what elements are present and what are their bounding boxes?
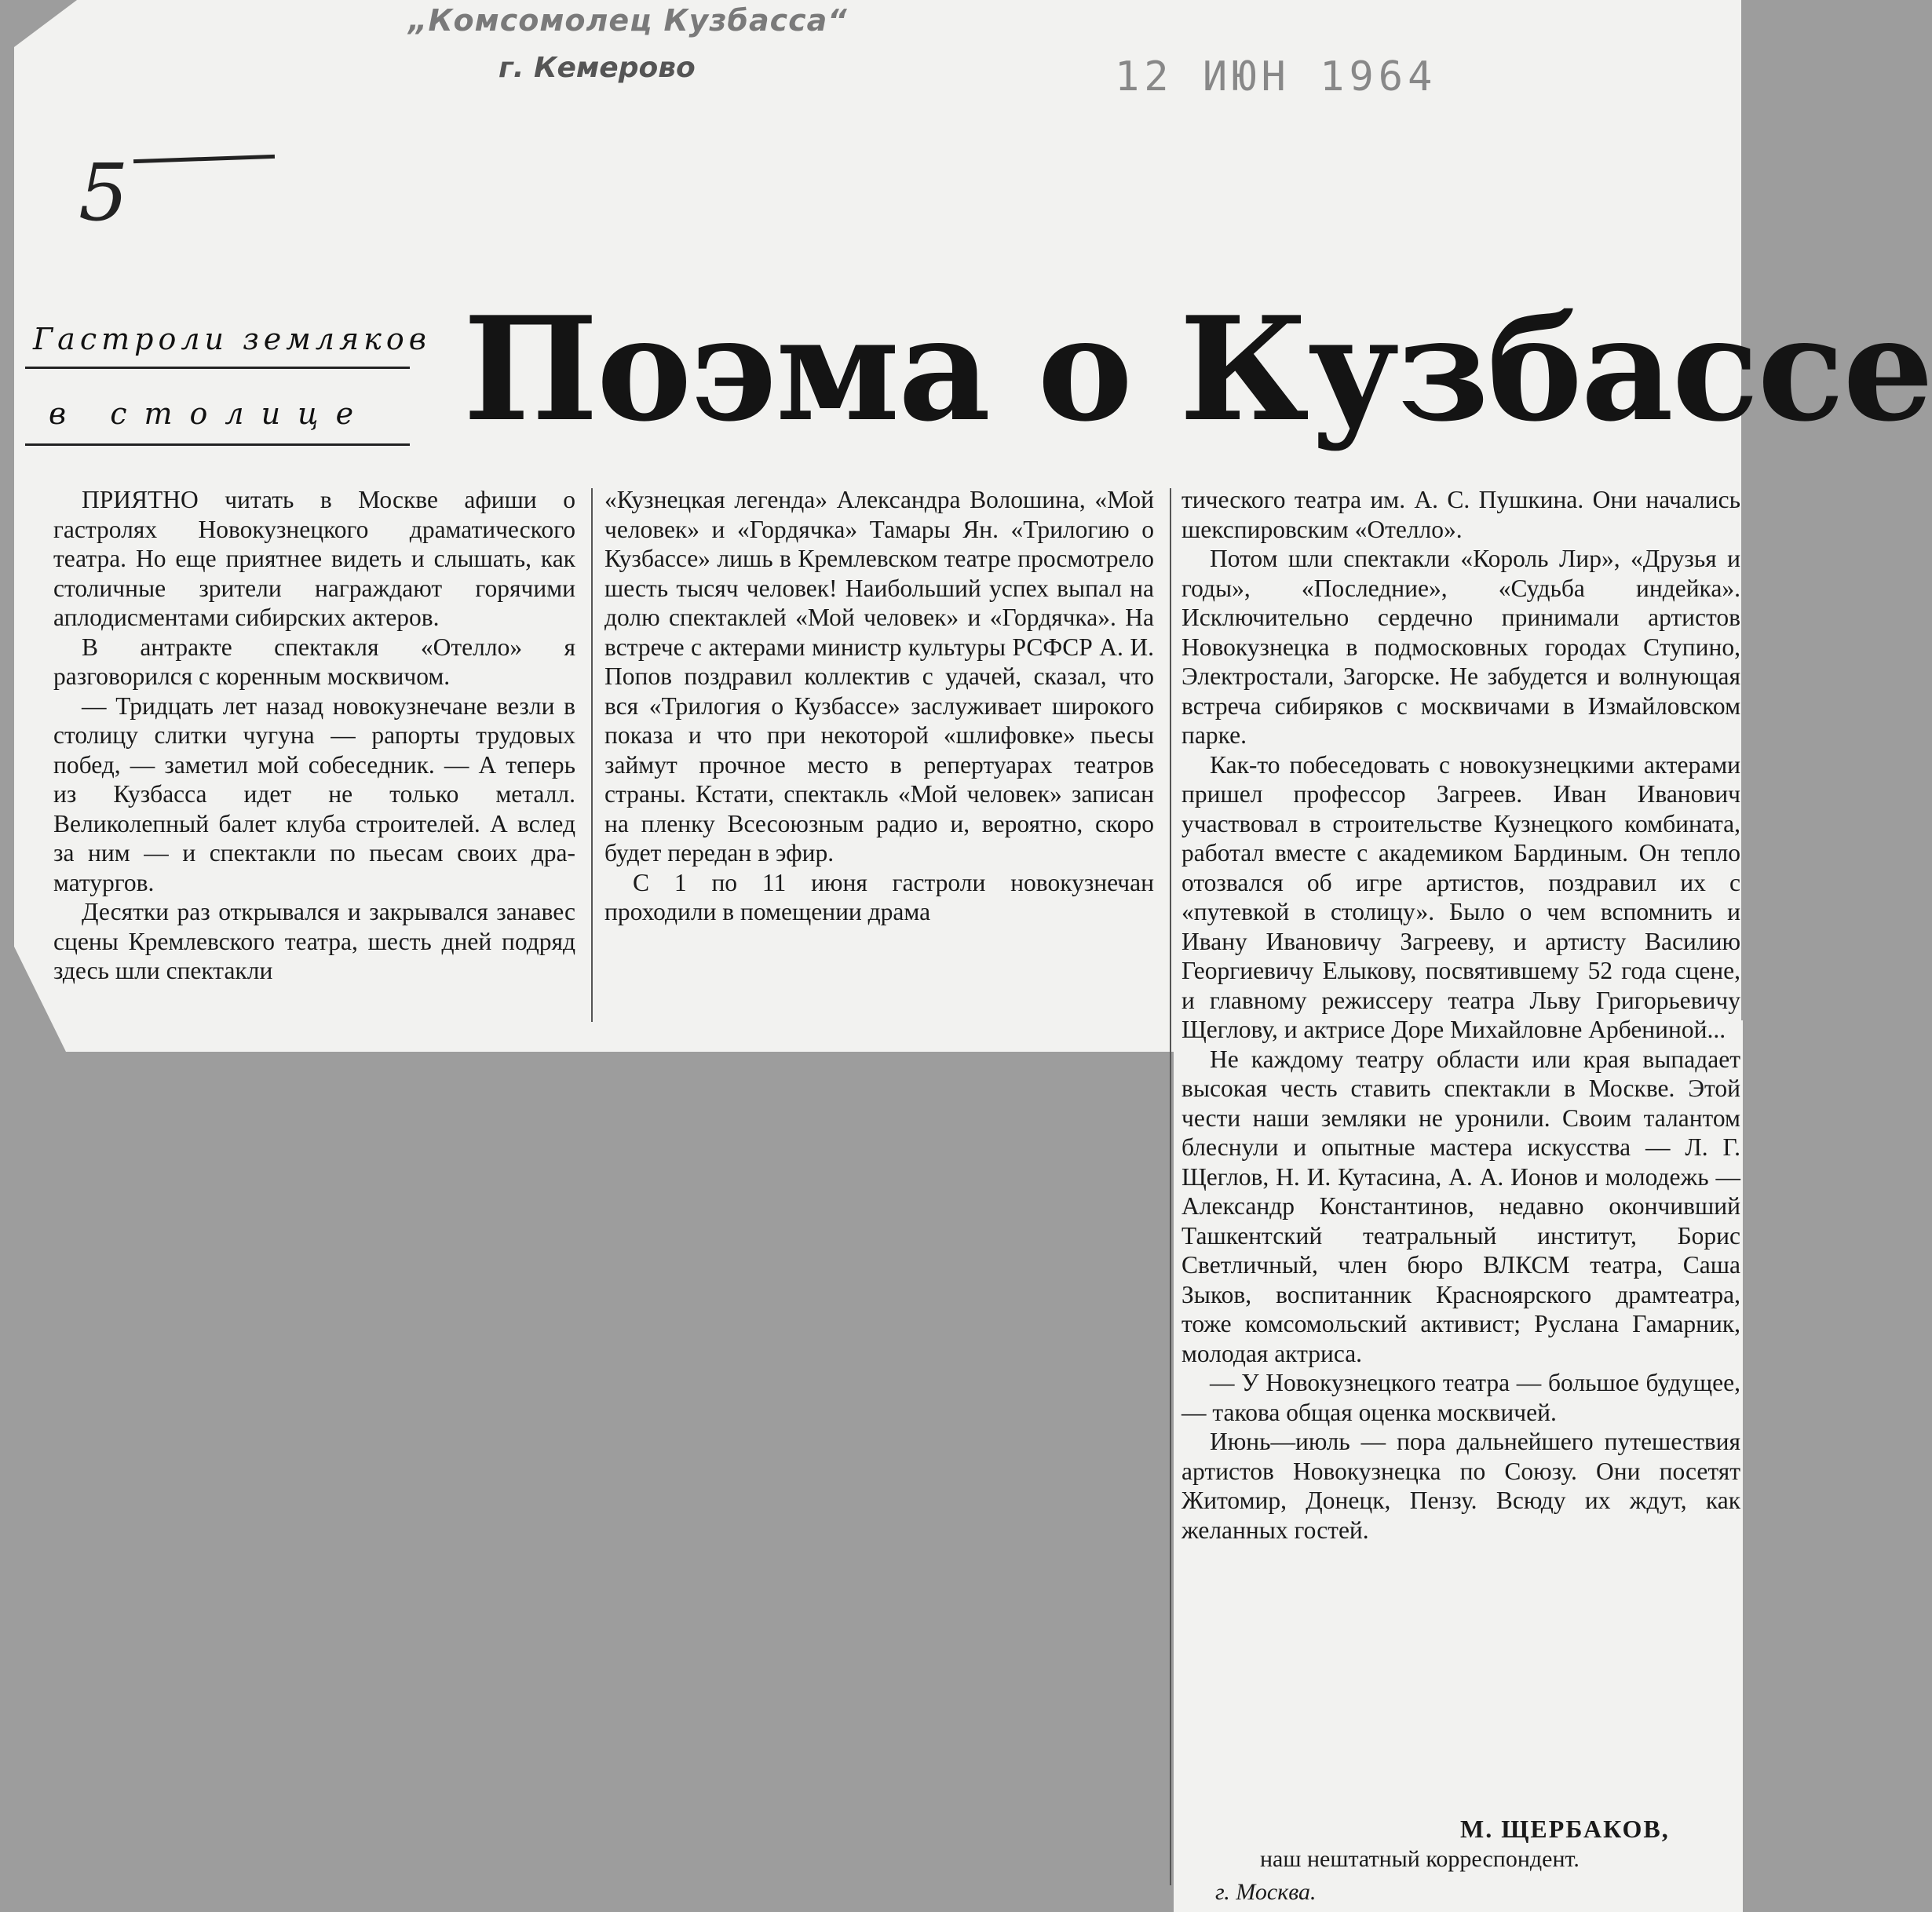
- paragraph: тического театра им. А. С. Пушкина. Они начались шекспировским «Отелло».: [1181, 486, 1740, 543]
- column-3: [1181, 485, 1740, 1545]
- rubric-divider: [25, 367, 410, 369]
- rubric-line-2: в столице: [49, 396, 371, 431]
- date-stamp: 12 ИЮН 1964: [1115, 53, 1437, 100]
- paragraph: — Тридцать лет назад новокузнечане везли в столицу слитки чугуна — рапорты трудовых побед, — заметил мой собеседник. — А теперь из Кузбасса идет не только металл. Великолепный балет клуба строителей. А вслед за ним — и спектакли по пьесам своих драматургов.: [53, 691, 575, 896]
- column-rule: [591, 488, 593, 1022]
- paragraph: В антракте спектакля «Отелло» я разговорился с коренным москвичом.: [53, 633, 575, 690]
- paragraph: Как-то побеседовать с новокузнецкими актерами пришел профессор Загреев. Иван Иванович участвовал в строительстве Кузнецкого комбината, работал вместе с академиком Бардиным. Он тепло отозвался об игре артистов, поздравил их с «путевкой в столицу». Было о чем вспомнить и Ивану Ивановичу Загрееву, и артисту Василию Георгиевичу Елыкову, посвятившему 52 года сцене, и главному режиссеру театра Льву Григорьевичу Щеглову, и актрисе Доре Михайловне Арбениной...: [1181, 750, 1740, 1043]
- rubric-line-1: Гастроли земляков: [33, 322, 431, 356]
- paragraph: Не каждому театру области или края выпадает высокая честь ставить спектакли в Москве. Этой чести наши земляки не уронили. Своим талантом блеснули и опытные мастера искусства — Л. Г. Щеглов, Н. И. Кутасина, А. А. Ионов и молодежь — Александр Константинов, недавно окончивший Ташкентский театральный институт, Борис Светличный, член бюро ВЛКСМ театра, Саша Зыков, воспитанник Красноярского драмтеатра, тоже комсомольский активист; Руслана Гамарник, молодая актриса.: [1181, 1045, 1740, 1367]
- city-stamp: г. Кемерово: [499, 52, 696, 84]
- paragraph: Потом шли спектакли «Король Лир», «Друзья и годы», «Последние», «Судьба индейка». Исключительно сердечно принимали артистов Новокузнецка в подмосковных городах Ступино, Электростали, Загорске. Не забудется и волнующая встреча сибиряков с москвичами в Измайловском парке.: [1181, 545, 1740, 749]
- column-1: [53, 485, 575, 986]
- paragraph: «Кузнецкая легенда» Александра Волошина, «Мой человек» и «Гордячка» Тамары Ян. «Трилогию о Кузбассе» лишь в Кремлевском театре просмотрело шесть тысяч человек! Наибольший успех выпал на долю спектаклей «Мой человек» и «Гордячка». На встрече с актерами министр культуры РСФСР А. И. Попов поздравил коллектив с удачей, сказал, что вся «Трилогия о Кузбассе» заслуживает широкого показа и что при некоторой «шлифовке» пьесы займут прочное место в репертуарах театров страны. Кстати, спектакль «Мой человек» записан на пленку Всесоюзным радио и, вероятно, скоро будет передан в эфир.: [604, 486, 1154, 867]
- author-role: наш нештатный корреспондент.: [1260, 1846, 1580, 1872]
- column-rule: [1170, 488, 1171, 1885]
- author-name: М. ЩЕРБАКОВ,: [1460, 1815, 1670, 1843]
- headline: Поэма о Кузбассе: [463, 285, 1932, 453]
- paragraph: ПРИЯТНО читать в Москве афиши о гастролях Новокузнецкого драматического театра. Но еще приятнее видеть и слышать, как столичные зрители награждают горячими аплодисментами сибирских актеров.: [53, 486, 575, 631]
- paragraph: С 1 по 11 июня гастроли новокузнечан проходили в помещении драма: [604, 868, 1154, 925]
- column-2: [604, 485, 1154, 927]
- handwritten-number: 5: [79, 147, 129, 239]
- paragraph: — У Новокузнецкого театра — большое будущее, — такова общая оценка москвичей.: [1181, 1369, 1740, 1426]
- paragraph: Июнь—июль — пора дальнейшего путешествия артистов Новокузнецка по Союзу. Они посетят Житомир, Донецк, Пензу. Всюду их ждут, как желанных гостей.: [1181, 1428, 1740, 1544]
- dateline-place: г. Москва.: [1215, 1879, 1317, 1905]
- newspaper-stamp: „Комсомолец Кузбасса“: [408, 3, 848, 38]
- paragraph: Десятки раз открывался и закрывался занавес сцены Кремлевского театра, шесть дней подряд здесь шли спектакли: [53, 898, 575, 984]
- rubric-divider: [25, 443, 410, 446]
